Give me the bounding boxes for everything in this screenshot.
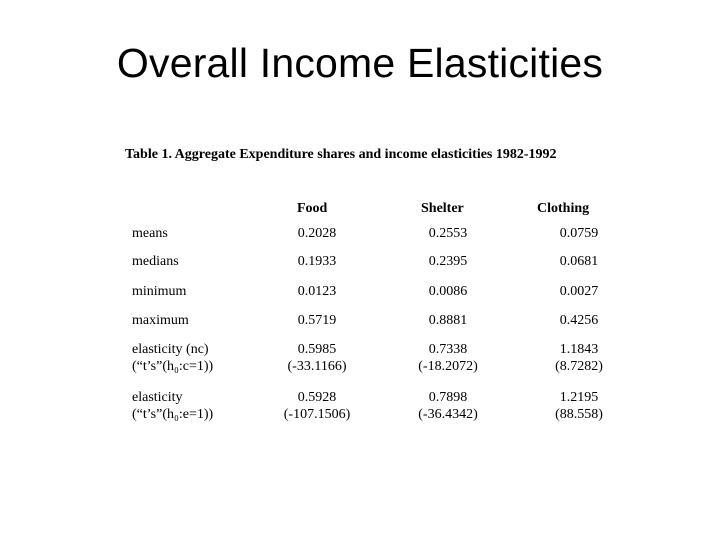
cell-medians-shelter: 0.2395: [428, 254, 468, 269]
cell-minimum-clothing: 0.0027: [559, 284, 599, 299]
cell-tstat-food: (-107.1506): [283, 407, 351, 422]
cell-elasticity-shelter: 0.7898: [428, 390, 468, 405]
cell-maximum-food: 0.5719: [297, 313, 337, 328]
cell-tstat-nc-clothing: (8.7282): [555, 359, 603, 374]
cell-maximum-shelter: 0.8881: [428, 313, 468, 328]
cell-minimum-food: 0.0123: [297, 284, 337, 299]
row-label-means: means: [132, 226, 168, 241]
cell-minimum-shelter: 0.0086: [428, 284, 468, 299]
cell-elasticity-nc-shelter: 0.7338: [428, 342, 468, 357]
cell-tstat-clothing: (88.558): [555, 407, 603, 422]
cell-means-food: 0.2028: [297, 226, 337, 241]
cell-elasticity-nc-food: 0.5985: [297, 342, 337, 357]
row-label-minimum: minimum: [132, 284, 187, 299]
table-caption: Table 1. Aggregate Expenditure shares and income elasticities 1982-1992: [125, 147, 557, 162]
cell-elasticity-food: 0.5928: [297, 390, 337, 405]
cell-medians-food: 0.1933: [297, 254, 337, 269]
row-label-elasticity-nc: elasticity (nc): [132, 342, 209, 357]
cell-elasticity-clothing: 1.2195: [559, 390, 599, 405]
row-label-medians: medians: [132, 254, 179, 269]
cell-maximum-clothing: 0.4256: [559, 313, 599, 328]
cell-medians-clothing: 0.0681: [559, 254, 599, 269]
row-label-maximum: maximum: [132, 313, 189, 328]
cell-tstat-shelter: (-36.4342): [418, 407, 478, 422]
cell-tstat-nc-shelter: (-18.2072): [418, 359, 478, 374]
slide-title: Overall Income Elasticities: [116, 40, 604, 86]
row-label-elasticity: elasticity: [132, 390, 183, 405]
column-header-clothing: Clothing: [537, 201, 590, 216]
cell-means-shelter: 0.2553: [428, 226, 468, 241]
cell-elasticity-nc-clothing: 1.1843: [559, 342, 599, 357]
expenditure-table: [125, 146, 603, 436]
row-label-tstat: (“t’s”(h₀:e=1)): [132, 407, 214, 422]
cell-tstat-nc-food: (-33.1166): [287, 359, 347, 374]
column-header-food: Food: [297, 201, 328, 216]
column-header-shelter: Shelter: [421, 201, 464, 216]
cell-means-clothing: 0.0759: [559, 226, 599, 241]
row-label-tstat-nc: (“t’s”(h₀:c=1)): [132, 359, 214, 374]
